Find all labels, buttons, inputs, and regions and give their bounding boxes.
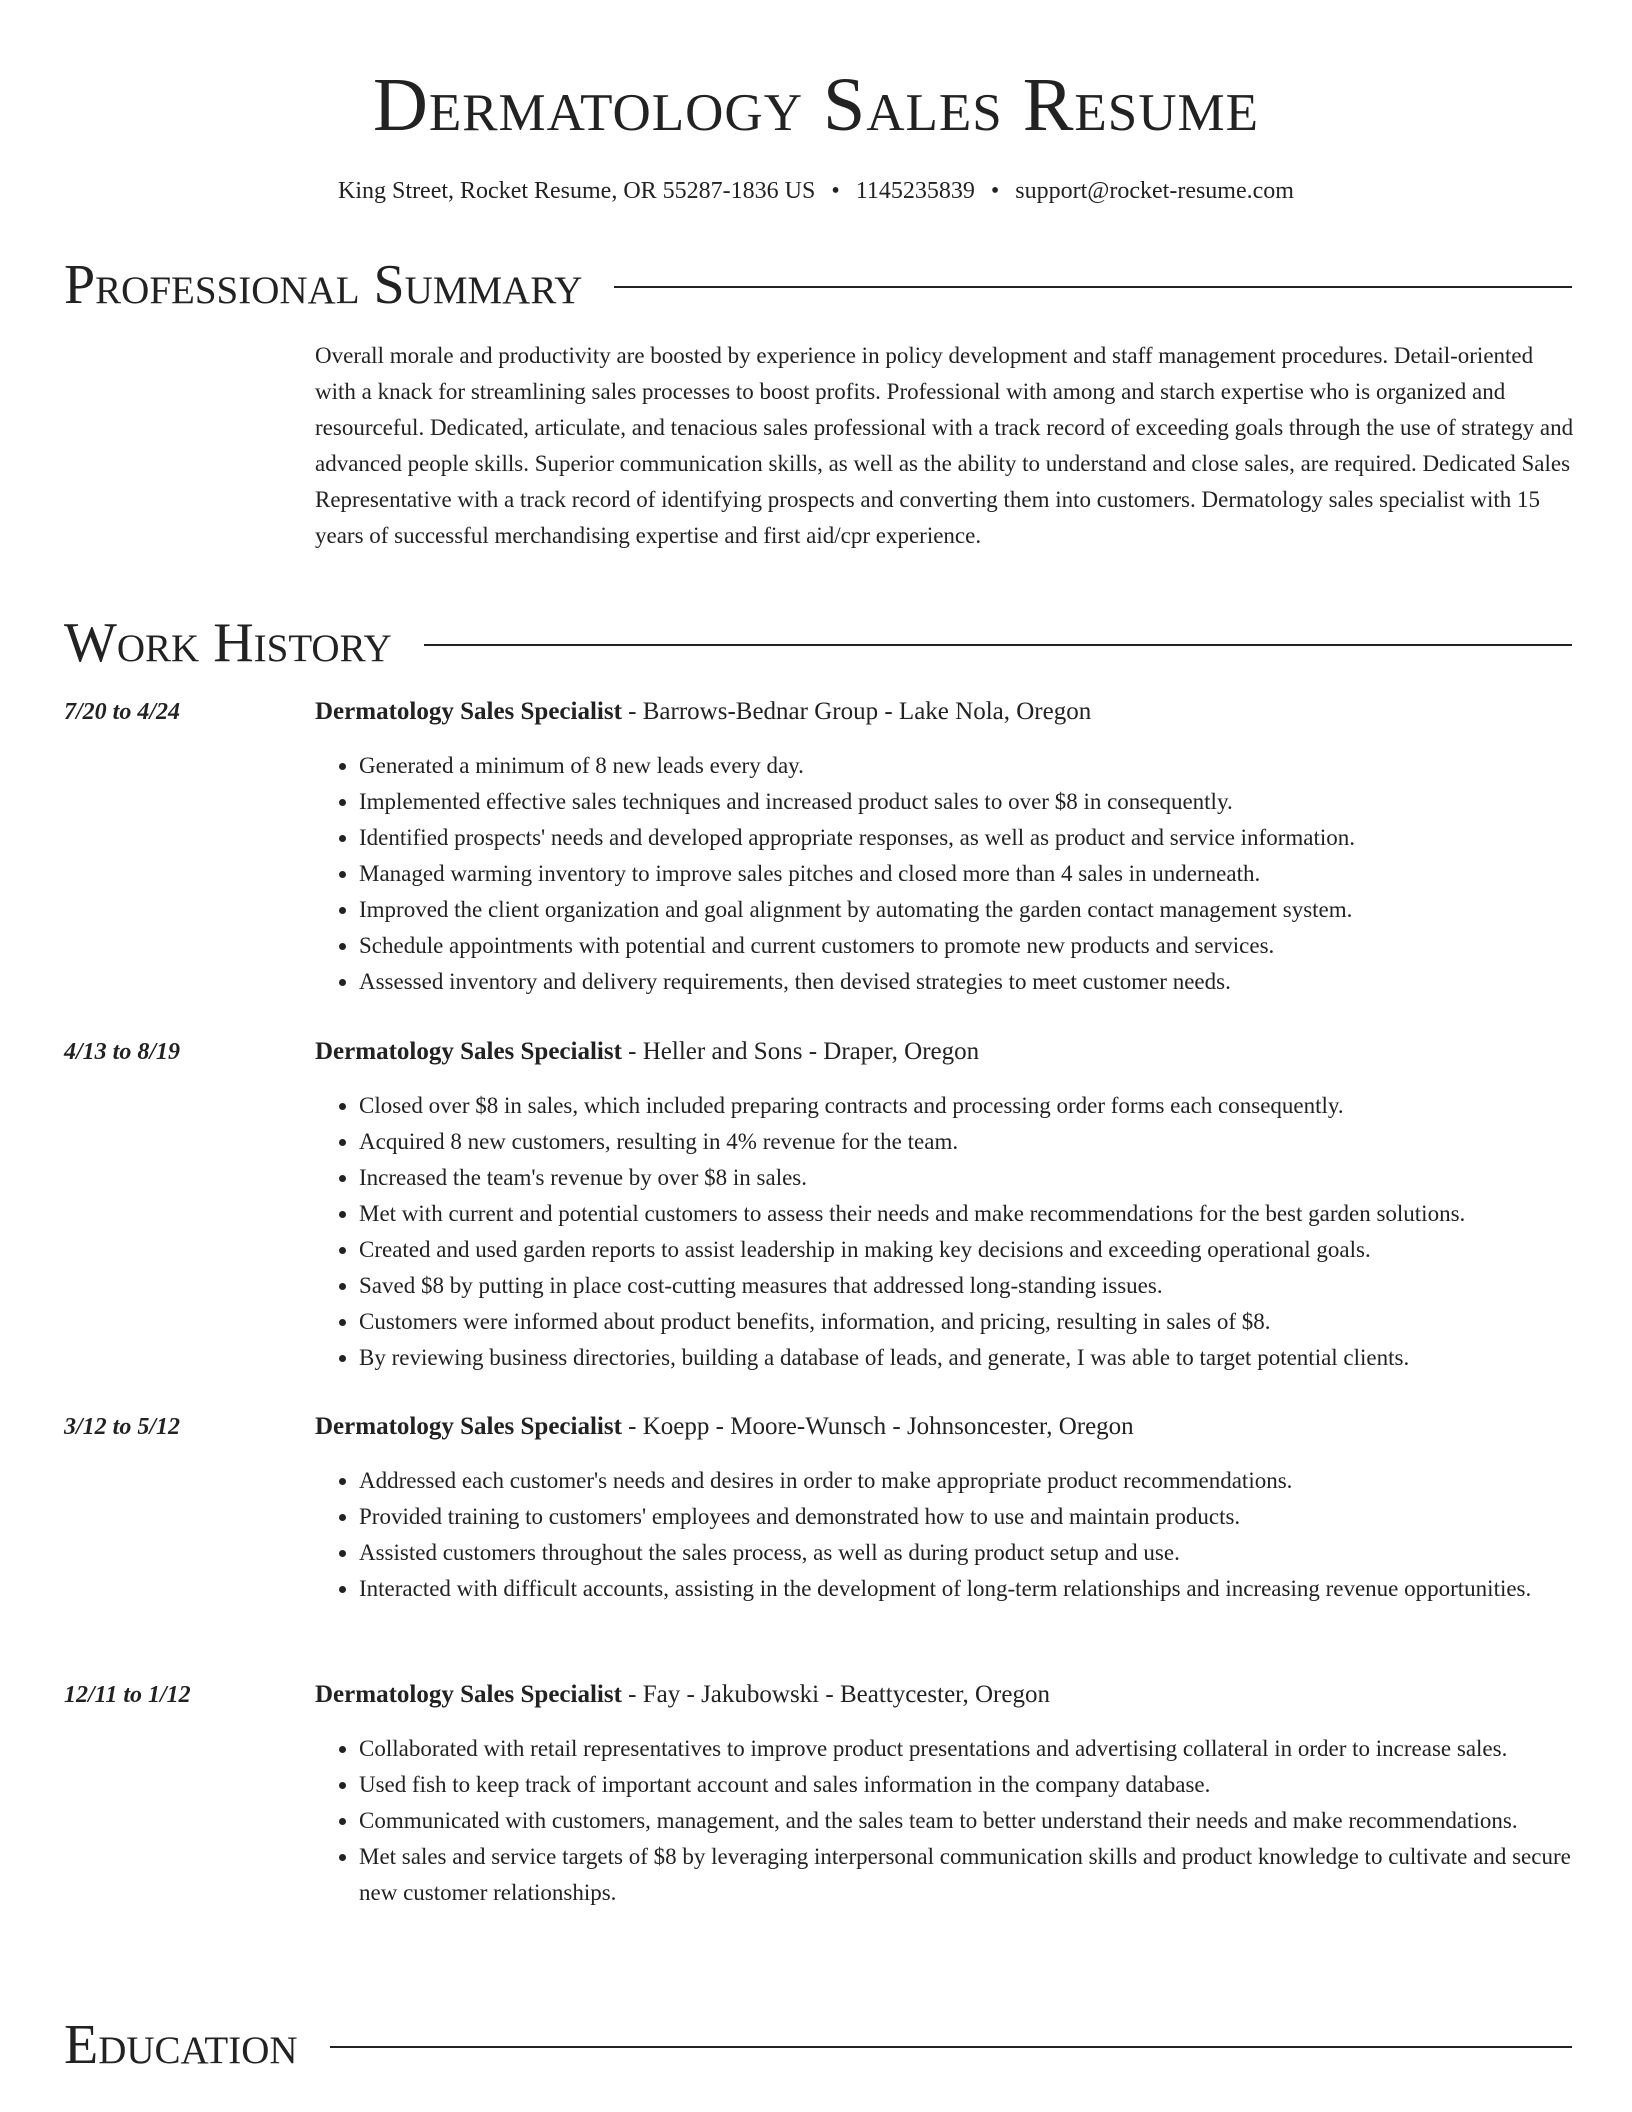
job-bullet: • Addressed each customer's needs and desires in order to make appropriate product recommendations.	[359, 1463, 1575, 1499]
job-bullet: • Customers were informed about product benefits, information, and pricing, resulting in sales of $8.	[359, 1304, 1575, 1340]
work-history-section-header	[64, 613, 1572, 673]
section-divider	[614, 286, 1572, 288]
job-dates: 4/13 to 8/19	[64, 1039, 181, 1065]
job-company-location: - Barrows-Bednar Group - Lake Nola, Oregon	[621, 698, 1092, 725]
job-company-location: - Koepp - Moore-Wunsch - Johnsoncester, Oregon	[621, 1413, 1134, 1440]
job-bullet: • Collaborated with retail representatives to improve product presentations and advertising collateral in order to increase sales.	[359, 1731, 1575, 1767]
job-header	[315, 1034, 979, 1070]
job-bullet: • Used fish to keep track of important account and sales information in the company database.	[359, 1767, 1575, 1803]
job-bullet: • Saved $8 by putting in place cost-cutting measures that addressed long-standing issues.	[359, 1268, 1575, 1304]
job-company-location: - Heller and Sons - Draper, Oregon	[621, 1038, 980, 1065]
contact-address: King Street, Rocket Resume, OR 55287-1836 US	[338, 178, 816, 204]
job-bullet: • Created and used garden reports to assist leadership in making key decisions and exceeding operational goals.	[359, 1232, 1575, 1268]
job-title: Dermatology Sales Specialist	[315, 1413, 622, 1440]
job-bullet: • Provided training to customers' employees and demonstrated how to use and maintain products.	[359, 1499, 1575, 1535]
job-dates: 12/11 to 1/12	[64, 1682, 191, 1708]
summary-section-title: Professional Summary	[64, 254, 583, 316]
job-dates: 7/20 to 4/24	[64, 699, 181, 725]
job-bullet: • Communicated with customers, management, and the sales team to better understand their needs and make recommendations.	[359, 1803, 1575, 1839]
job-bullet: • Assessed inventory and delivery requirements, then devised strategies to meet customer needs.	[359, 964, 1575, 1000]
job-bullet-list	[315, 1088, 1575, 1376]
work-history-section-title: Work History	[64, 612, 392, 674]
job-bullet: • Acquired 8 new customers, resulting in 4% revenue for the team.	[359, 1124, 1575, 1160]
section-divider	[330, 2046, 1572, 2048]
job-bullet: • Schedule appointments with potential and current customers to promote new products and services.	[359, 928, 1575, 964]
job-bullet: • Met sales and service targets of $8 by leveraging interpersonal communication skills and product knowledge to cultivate and secure new customer relationships.	[359, 1839, 1575, 1911]
job-bullet: • Met with current and potential customers to assess their needs and make recommendations for the best garden solutions.	[359, 1196, 1575, 1232]
job-bullet: • Identified prospects' needs and developed appropriate responses, as well as product and service information.	[359, 820, 1575, 856]
job-bullet: • By reviewing business directories, building a database of leads, and generate, I was able to target potential clients.	[359, 1340, 1575, 1376]
contact-separator: •	[990, 178, 1000, 204]
job-title: Dermatology Sales Specialist	[315, 698, 622, 725]
resume-name: Dermatology Sales Resume	[372, 63, 1260, 147]
job-bullet-list	[315, 748, 1575, 1000]
job-bullet: • Closed over $8 in sales, which included preparing contracts and processing order forms each consequently.	[359, 1088, 1575, 1124]
job-dates: 3/12 to 5/12	[64, 1414, 181, 1440]
job-company-location: - Fay - Jakubowski - Beattycester, Oregon	[621, 1681, 1050, 1708]
job-title: Dermatology Sales Specialist	[315, 1038, 622, 1065]
contact-email: support@rocket-resume.com	[1015, 178, 1294, 204]
job-bullet: • Improved the client organization and goal alignment by automating the garden contact management system.	[359, 892, 1575, 928]
education-section-header	[64, 2015, 1572, 2075]
job-bullet: • Interacted with difficult accounts, assisting in the development of long-term relationships and increasing revenue opportunities.	[359, 1571, 1575, 1607]
contact-phone: 1145235839	[855, 178, 975, 204]
summary-text: Overall morale and productivity are boosted by experience in policy development and staff management procedures. Detail-oriented with a knack for streamlining sales processes to boost profits. Professional with among and starch expertise who is organized and resourceful. Dedicated, articulate, and tenacious sales professional with a track record of exceeding goals through the use of strategy and advanced people skills. Superior communication skills, as well as the ability to understand and close sales, are required. Dedicated Sales Representative with a track record of identifying prospects and converting them into customers. Dermatology sales specialist with 15 years of successful merchandising expertise and first aid/cpr experience.	[315, 343, 1574, 548]
job-header	[315, 1409, 1134, 1445]
job-bullet: • Generated a minimum of 8 new leads every day.	[359, 748, 1575, 784]
job-bullet: • Assisted customers throughout the sales process, as well as during product setup and use.	[359, 1535, 1575, 1571]
job-bullet-list	[315, 1731, 1575, 1911]
education-section-title: Education	[64, 2014, 298, 2076]
contact-separator: •	[831, 178, 840, 204]
job-header	[315, 694, 1091, 730]
job-bullet: • Implemented effective sales techniques and increased product sales to over $8 in consequently.	[359, 784, 1575, 820]
job-bullet: • Managed warming inventory to improve sales pitches and closed more than 4 sales in underneath.	[359, 856, 1575, 892]
contact-line	[0, 176, 1632, 206]
job-header	[315, 1677, 1050, 1713]
section-divider	[424, 644, 1572, 646]
job-bullet: • Increased the team's revenue by over $8 in sales.	[359, 1160, 1575, 1196]
job-bullet-list	[315, 1463, 1575, 1607]
job-title: Dermatology Sales Specialist	[315, 1681, 622, 1708]
summary-section-header	[64, 255, 1572, 315]
